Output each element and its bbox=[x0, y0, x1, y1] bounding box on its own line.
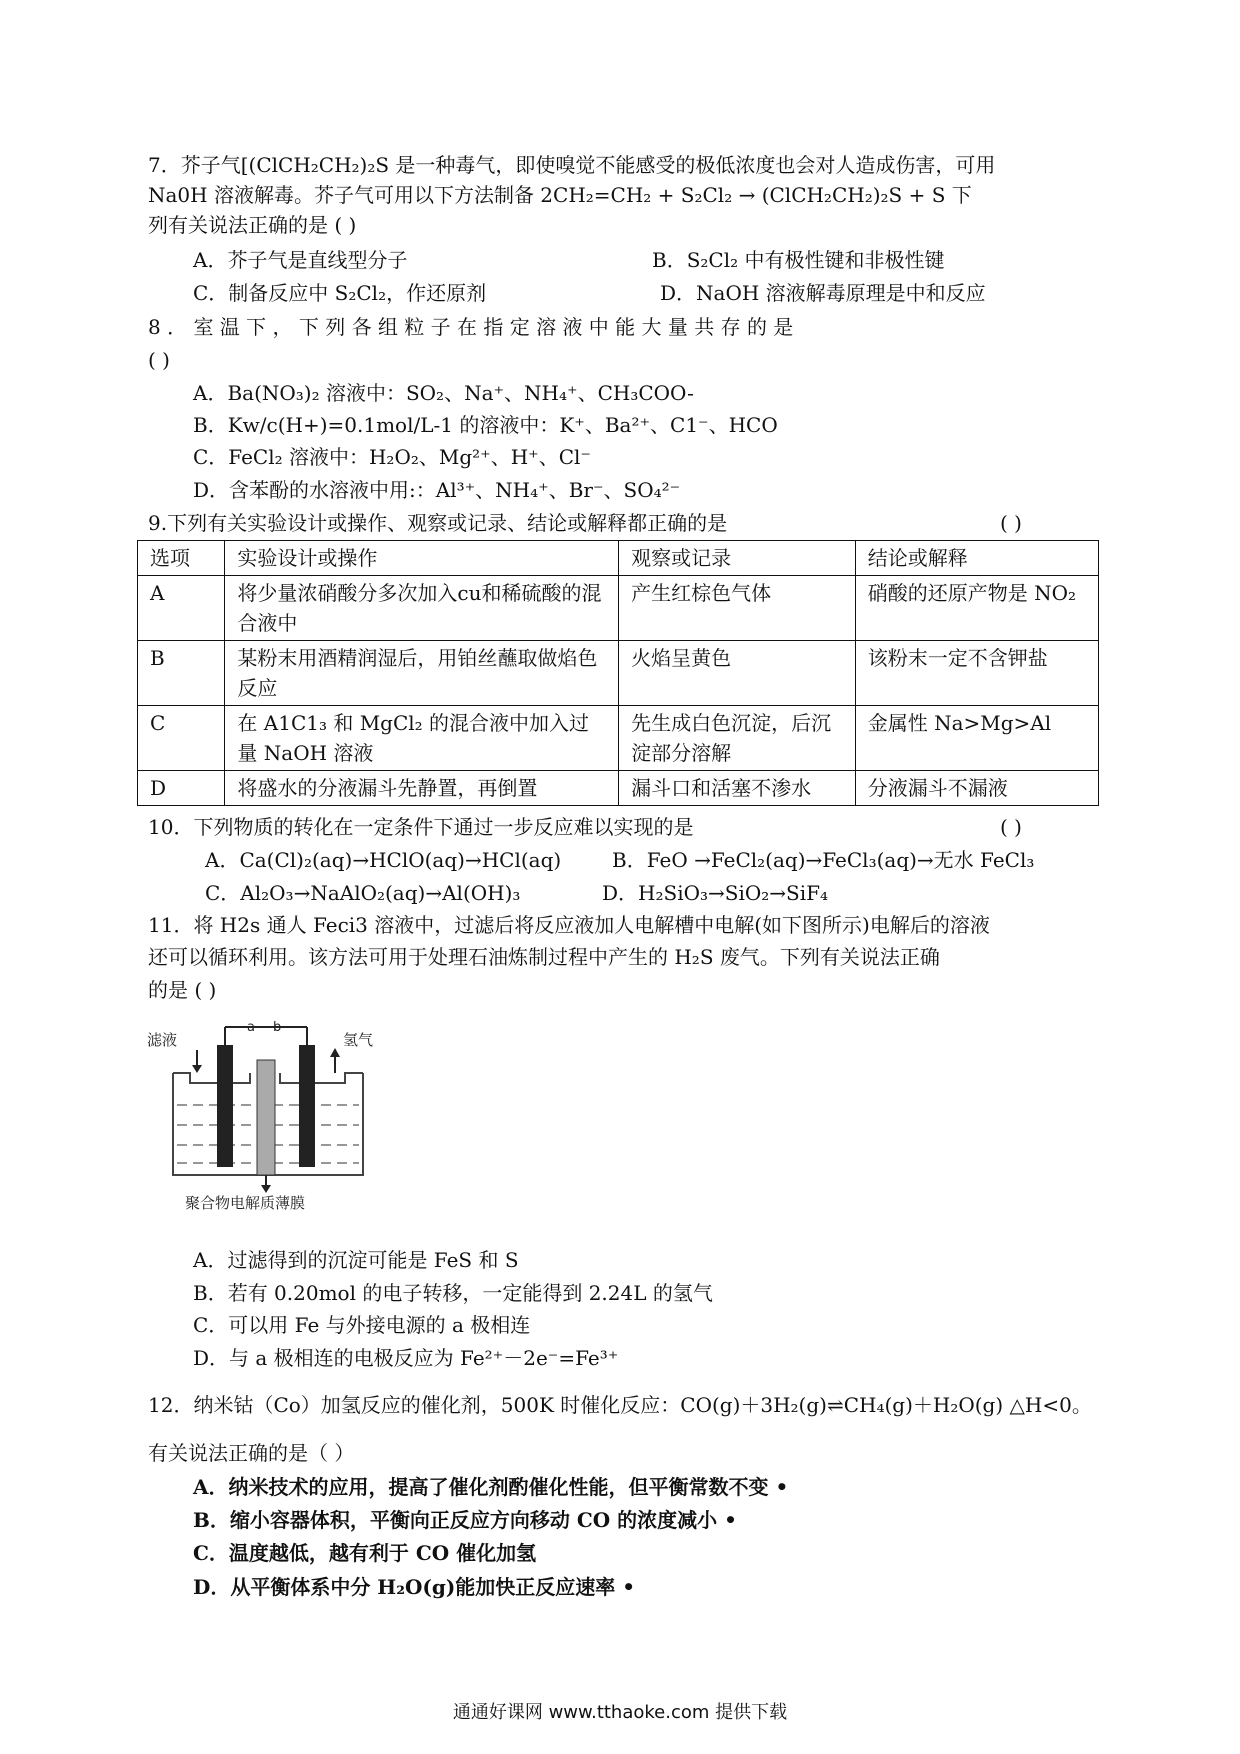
table-cell: 硝酸的还原产物是 NO₂ bbox=[855, 576, 1098, 641]
q11-option-a: A．过滤得到的沉淀可能是 FeS 和 S bbox=[193, 1248, 519, 1272]
electrolysis-cell-diagram bbox=[145, 1015, 390, 1210]
label-membrane: 聚合物电解质薄膜 bbox=[185, 1194, 306, 1210]
table-header-cell: 选项 bbox=[138, 541, 225, 576]
table-cell: 漏斗口和活塞不渗水 bbox=[619, 771, 856, 806]
q7-line1: 7．芥子气[(ClCH₂CH₂)₂S 是一种毒气，即使嗅觉不能感受的极低浓度也会对人造成伤害，可用 bbox=[148, 153, 996, 177]
q7-line2: Na0H 溶液解毒。芥子气可用以下方法制备 2CH₂=CH₂ + S₂Cl₂ → (ClCH₂CH₂)₂S + S 下 bbox=[148, 183, 972, 207]
q11-line3: 的是 ( ) bbox=[148, 978, 217, 1002]
q7-option-c: C．制备反应中 S₂Cl₂，作还原剂 bbox=[193, 281, 487, 305]
q7-option-a: A．芥子气是直线型分子 bbox=[193, 248, 408, 272]
table-row bbox=[138, 641, 1099, 706]
q10-answer-paren: ( ) bbox=[1000, 815, 1022, 839]
q10-option-b: B．FeO →FeCl₂(aq)→FeCl₃(aq)→无水 FeCl₃ bbox=[612, 848, 1035, 872]
q12-line2: 有关说法正确的是（ ） bbox=[148, 1441, 355, 1465]
table-cell: D bbox=[138, 771, 225, 806]
q8-option-d: D．含苯酚的水溶液中用:：Al³⁺、NH₄⁺、Br⁻、SO₄²⁻ bbox=[193, 478, 681, 502]
table-cell: B bbox=[138, 641, 225, 706]
q7-option-d: D．NaOH 溶液解毒原理是中和反应 bbox=[660, 281, 986, 305]
electrode-a bbox=[217, 1045, 233, 1167]
table-header-row bbox=[138, 541, 1099, 576]
table-cell: 先生成白色沉淀，后沉淀部分溶解 bbox=[619, 706, 856, 771]
q11-line2: 还可以循环利用。该方法可用于处理石油炼制过程中产生的 H₂S 废气。下列有关说法正确 bbox=[148, 945, 940, 969]
table-row bbox=[138, 771, 1099, 806]
table-cell: 金属性 Na>Mg>Al bbox=[855, 706, 1098, 771]
q12-option-c: C．温度越低，越有利于 CO 催化加氢 bbox=[193, 1541, 537, 1565]
table-cell: 分液漏斗不漏液 bbox=[855, 771, 1098, 806]
q10-option-c: C．Al₂O₃→NaAlO₂(aq)→Al(OH)₃ bbox=[205, 881, 521, 905]
q11-option-b: B．若有 0.20mol 的电子转移，一定能得到 2.24L 的氢气 bbox=[193, 1281, 713, 1305]
table-cell: C bbox=[138, 706, 225, 771]
electrode-b bbox=[299, 1045, 315, 1167]
q10-line1: 10．下列物质的转化在一定条件下通过一步反应难以实现的是 bbox=[148, 815, 694, 839]
table-header-cell: 观察或记录 bbox=[619, 541, 856, 576]
q8-line2: ( ) bbox=[148, 348, 170, 372]
q7-option-b: B．S₂Cl₂ 中有极性键和非极性键 bbox=[652, 248, 945, 272]
table-cell: 火焰呈黄色 bbox=[619, 641, 856, 706]
q7-line3: 列有关说法正确的是 ( ) bbox=[148, 213, 357, 237]
q12-line1: 12．纳米钴（Co）加氢反应的催化剂，500K 时催化反应：CO(g)＋3H₂(g)⇌CH₄(g)＋H₂O(g) △H<0。 bbox=[148, 1393, 1092, 1417]
q8-line1: 8 ． 室 温 下 ， 下 列 各 组 粒 子 在 指 定 溶 液 中 能 大 量 共 存 的 是 bbox=[148, 315, 794, 339]
label-filtrate: 滤液 bbox=[147, 1031, 178, 1049]
q12-option-a: A．纳米技术的应用，提高了催化剂酌催化性能，但平衡常数不变 • bbox=[193, 1475, 789, 1499]
q8-option-a: A．Ba(NO₃)₂ 溶液中：SO₂、Na⁺、NH₄⁺、CH₃COO- bbox=[193, 381, 694, 405]
table-row bbox=[138, 706, 1099, 771]
table-cell: A bbox=[138, 576, 225, 641]
q9-answer-paren: ( ) bbox=[1000, 511, 1022, 535]
page-footer: 通通好课网 www.tthaoke.com 提供下载 bbox=[452, 1702, 788, 1723]
table-header-cell: 结论或解释 bbox=[855, 541, 1098, 576]
q8-option-b: B．Kw/c(H+)=0.1mol/L-1 的溶液中：K⁺、Ba²⁺、C1⁻、HCO bbox=[193, 413, 778, 437]
label-a: a bbox=[247, 1020, 255, 1035]
table-cell: 产生红棕色气体 bbox=[619, 576, 856, 641]
q10-option-a: A．Ca(Cl)₂(aq)→HClO(aq)→HCl(aq) bbox=[205, 848, 562, 872]
table-cell: 将盛水的分液漏斗先静置，再倒置 bbox=[225, 771, 619, 806]
table-row bbox=[138, 576, 1099, 641]
table-cell: 在 A1C1₃ 和 MgCl₂ 的混合液中加入过量 NaOH 溶液 bbox=[225, 706, 619, 771]
q9-experiment-table bbox=[137, 540, 1099, 806]
q8-option-c: C．FeCl₂ 溶液中：H₂O₂、Mg²⁺、H⁺、Cl⁻ bbox=[193, 445, 591, 469]
table-cell: 该粉末一定不含钾盐 bbox=[855, 641, 1098, 706]
q11-option-c: C．可以用 Fe 与外接电源的 a 极相连 bbox=[193, 1313, 531, 1337]
q10-option-d: D．H₂SiO₃→SiO₂→SiF₄ bbox=[602, 881, 829, 905]
table-cell: 某粉末用酒精润湿后，用铂丝蘸取做焰色反应 bbox=[225, 641, 619, 706]
membrane bbox=[257, 1060, 275, 1175]
table-header-cell: 实验设计或操作 bbox=[225, 541, 619, 576]
table-cell: 将少量浓硝酸分多次加入cu和稀硫酸的混合液中 bbox=[225, 576, 619, 641]
q9-line1: 9.下列有关实验设计或操作、观察或记录、结论或解释都正确的是 bbox=[148, 511, 728, 535]
label-b: b bbox=[273, 1020, 282, 1035]
q12-option-b: B．缩小容器体积，平衡向正反应方向移动 CO 的浓度减小 • bbox=[193, 1508, 737, 1532]
label-hydrogen: 氢气 bbox=[343, 1031, 374, 1049]
q11-option-d: D．与 a 极相连的电极反应为 Fe²⁺－2e⁻=Fe³⁺ bbox=[193, 1346, 619, 1370]
q11-line1: 11．将 H2s 通人 Feci3 溶液中，过滤后将反应液加人电解槽中电解(如下图所示)电解后的溶液 bbox=[148, 913, 990, 937]
q12-option-d: D．从平衡体系中分 H₂O(g)能加快正反应速率 • bbox=[193, 1575, 636, 1599]
